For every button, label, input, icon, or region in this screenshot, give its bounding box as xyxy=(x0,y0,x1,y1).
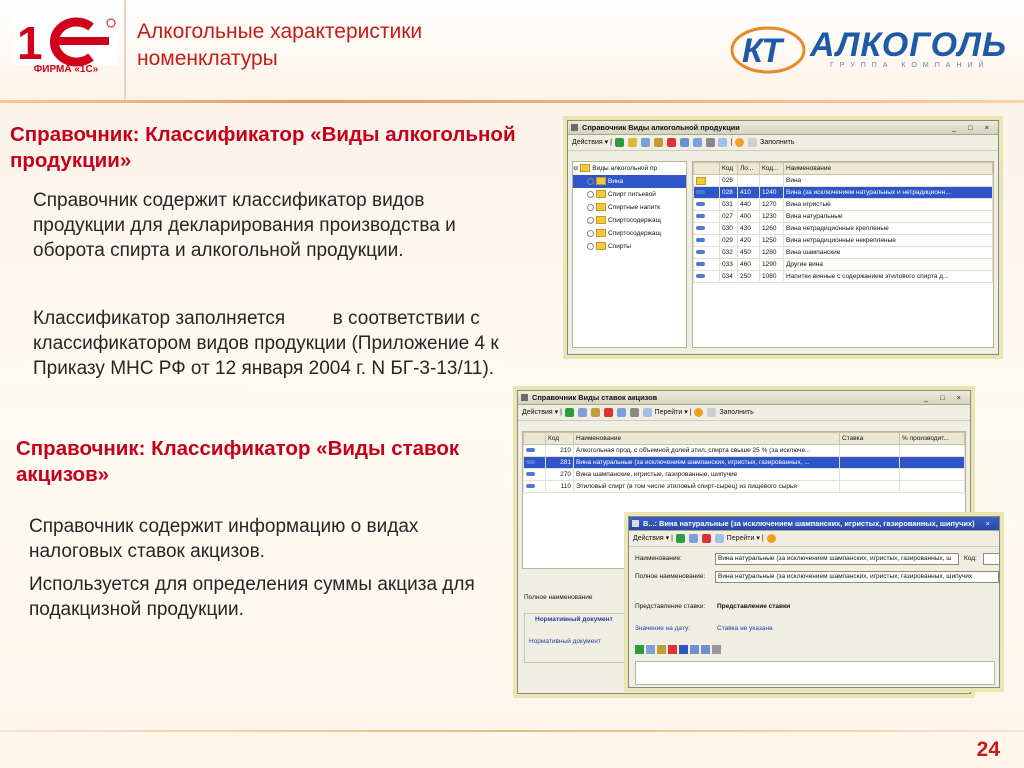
table-row[interactable] xyxy=(694,247,993,259)
cell-name: Вина шампанские, игристые, газированные, шипучие xyxy=(574,469,840,481)
row-marker xyxy=(694,271,720,283)
window-icon xyxy=(571,124,578,131)
row-marker xyxy=(524,469,546,481)
copy-rate-icon[interactable] xyxy=(646,645,655,654)
window-icon xyxy=(521,394,528,401)
section2-heading: Справочник: Классификатор «Виды ставок акцизов» xyxy=(16,437,460,486)
item-icon xyxy=(696,226,705,230)
name-label: Наименование: xyxy=(635,555,682,562)
section2-para1: Справочник содержит информацию о видах налоговых ставок акцизов. xyxy=(29,516,419,562)
cell-code: 027 xyxy=(720,211,738,223)
refresh-icon[interactable] xyxy=(718,138,727,147)
cell-producer xyxy=(900,481,965,493)
col-lo[interactable]: Ло... xyxy=(738,163,760,175)
cell-lo: 250 xyxy=(738,271,760,283)
cell-code: 270 xyxy=(546,469,574,481)
refresh-icon[interactable] xyxy=(643,408,652,417)
svg-text:1: 1 xyxy=(17,17,43,69)
toolbar: Действия ▾ | | Заполнить xyxy=(568,135,998,151)
tree-icon[interactable] xyxy=(680,138,689,147)
cell-rate xyxy=(840,445,900,457)
window-icon xyxy=(632,520,639,527)
cell-name: Алкогольная прод. с объемной долей этил. спирта свыше 25 % (за исключе... xyxy=(574,445,840,457)
rate-label: Представление ставки: xyxy=(635,603,706,610)
col-producer[interactable]: % производит... xyxy=(900,433,965,445)
kt-logo-text: АЛКОГОЛЬ xyxy=(810,26,1008,64)
tree-item[interactable]: Спирт питьевой xyxy=(573,188,686,201)
toolbar: Действия ▾ | Перейти ▾ | Заполнить xyxy=(518,405,970,421)
tree-item[interactable]: Спиртосодержащ xyxy=(573,227,686,240)
section1-para1: Справочник содержит классификатор видов продукции для декларирования производства и оборота спирта и алкогольной продукции. xyxy=(33,190,456,261)
cell-code: 029 xyxy=(720,235,738,247)
norm-doc-group-title: Нормативный документ xyxy=(535,616,613,623)
delete-icon[interactable] xyxy=(604,408,613,417)
code-field[interactable] xyxy=(983,553,1000,565)
cell-name: Вина натуральные (за исключением шампанских, игристых, газированных, ... xyxy=(574,457,840,469)
close-icon[interactable]: × xyxy=(985,519,995,528)
fill-icon[interactable] xyxy=(748,138,757,147)
filter-icon[interactable] xyxy=(630,408,639,417)
item-icon xyxy=(696,190,705,194)
header-divider xyxy=(124,0,126,100)
cell-code2: 1280 xyxy=(760,247,784,259)
header-rule xyxy=(0,100,1024,103)
help-icon[interactable] xyxy=(767,534,776,543)
fill-button[interactable]: Заполнить xyxy=(719,409,754,416)
help-icon[interactable] xyxy=(694,408,703,417)
filter-icon[interactable] xyxy=(706,138,715,147)
row-marker xyxy=(694,211,720,223)
item-icon xyxy=(526,472,535,476)
rate-value: Представление ставки xyxy=(717,603,791,610)
save-icon[interactable] xyxy=(676,534,685,543)
copy-icon[interactable] xyxy=(578,408,587,417)
title-line-1: Алкогольные характеристики xyxy=(137,20,423,43)
delete-icon[interactable] xyxy=(702,534,711,543)
row-marker xyxy=(694,175,720,187)
row-marker xyxy=(694,235,720,247)
cell-name: Вина нетрадиционные некрепленые xyxy=(784,235,993,247)
toolbar: Действия ▾ | Перейти ▾ | xyxy=(629,531,999,547)
cell-name: Этиловый спирт (в том числе этиловый спирт-сырец) из пищевого сырья xyxy=(574,481,840,493)
item-icon xyxy=(696,274,705,278)
full-name-label: Полное наименование xyxy=(524,594,593,601)
row-marker xyxy=(694,259,720,271)
cell-name: Вина xyxy=(784,175,993,187)
tree-item-selected[interactable]: Вина xyxy=(573,175,686,188)
item-icon xyxy=(526,448,535,452)
cell-code2: 1230 xyxy=(760,211,784,223)
table-row[interactable] xyxy=(694,211,993,223)
alcohol-types-table xyxy=(693,162,993,283)
item-icon xyxy=(696,238,705,242)
table-row[interactable] xyxy=(694,175,993,187)
col-code[interactable]: Код xyxy=(546,433,574,445)
cell-code: 281 xyxy=(546,457,574,469)
window-title: Справочник Виды ставок акцизов xyxy=(532,393,658,402)
row-marker xyxy=(524,445,546,457)
goto-menu[interactable]: Перейти ▾ xyxy=(654,409,688,416)
add-icon[interactable] xyxy=(565,408,574,417)
cell-code: 033 xyxy=(720,259,738,271)
window-titlebar xyxy=(518,391,970,405)
cell-producer xyxy=(900,445,965,457)
cell-code2: 1080 xyxy=(760,271,784,283)
cell-name: Вина (за исключением натуральных и нетрадиционн... xyxy=(784,187,993,199)
cell-lo: 420 xyxy=(738,235,760,247)
cell-lo xyxy=(738,175,760,187)
cell-code2: 1250 xyxy=(760,235,784,247)
excise-rates-table xyxy=(523,432,965,493)
add-icon[interactable] xyxy=(615,138,624,147)
window-excise-item xyxy=(628,516,1000,688)
title-line-2: номенклатуры xyxy=(137,47,278,70)
refresh-icon[interactable] xyxy=(715,534,724,543)
name-field[interactable]: Вина натуральные (за исключением шампанских, игристых, газированных, ш xyxy=(715,553,959,565)
cell-code: 034 xyxy=(720,271,738,283)
edit-icon[interactable] xyxy=(591,408,600,417)
date-label[interactable]: Значение на дату: xyxy=(635,625,691,632)
section1-heading: Справочник: Классификатор «Виды алкогольной продукции» xyxy=(10,123,516,172)
cell-rate xyxy=(840,481,900,493)
row-marker xyxy=(694,199,720,211)
up-icon[interactable] xyxy=(690,645,699,654)
table-row[interactable] xyxy=(694,199,993,211)
slide-title xyxy=(137,18,617,72)
actions-menu[interactable]: Действия ▾ xyxy=(572,139,609,146)
edit-icon[interactable] xyxy=(654,138,663,147)
row-marker xyxy=(524,457,546,469)
move-icon[interactable] xyxy=(693,138,702,147)
row-marker xyxy=(694,247,720,259)
delete-icon[interactable] xyxy=(667,138,676,147)
cell-code: 028 xyxy=(720,187,738,199)
window-alcohol-types xyxy=(567,120,999,355)
kt-logo-sub: ГРУППА КОМПАНИЙ xyxy=(830,62,990,69)
item-icon xyxy=(526,460,535,464)
section2-para2: Используется для определения суммы акциза для подакцизной продукции. xyxy=(29,574,475,620)
fullname-field[interactable]: Вина натуральные (за исключением шампанских, игристых, газированных, шипучих xyxy=(715,571,999,583)
col-rate[interactable]: Ставка xyxy=(840,433,900,445)
cell-lo: 440 xyxy=(738,199,760,211)
cell-code: 210 xyxy=(546,445,574,457)
cell-producer xyxy=(900,469,965,481)
cell-code: 030 xyxy=(720,223,738,235)
norm-doc-label: Нормативный документ xyxy=(529,638,601,645)
cell-code: 031 xyxy=(720,199,738,211)
item-icon xyxy=(696,250,705,254)
cell-lo: 430 xyxy=(738,223,760,235)
tree-item[interactable]: Спиртосодержащ xyxy=(573,214,686,227)
row-marker xyxy=(694,187,720,199)
table-row[interactable] xyxy=(694,235,993,247)
col-code[interactable]: Код xyxy=(720,163,738,175)
brand-label: ФИРМА «1С» xyxy=(33,64,99,75)
goto-menu[interactable]: Перейти ▾ xyxy=(726,535,760,542)
cell-code2: 1290 xyxy=(760,259,784,271)
window-title: Справочник Виды алкогольной продукции xyxy=(582,123,740,132)
delete-rate-icon[interactable] xyxy=(668,645,677,654)
fullname-label: Полное наименование: xyxy=(635,573,706,580)
cell-code: 110 xyxy=(546,481,574,493)
cell-name: Вина нетрадиционные крепленые xyxy=(784,223,993,235)
window-titlebar xyxy=(568,121,998,135)
col-marker[interactable] xyxy=(694,163,720,175)
table-row[interactable] xyxy=(524,457,965,469)
cell-rate xyxy=(840,457,900,469)
copy-icon[interactable] xyxy=(689,534,698,543)
fill-button[interactable]: Заполнить xyxy=(760,139,795,146)
cell-rate xyxy=(840,469,900,481)
col-name[interactable]: Наименование xyxy=(784,163,993,175)
help-icon[interactable] xyxy=(735,138,744,147)
cell-producer xyxy=(900,457,965,469)
tree-item[interactable]: Спиртные напитк xyxy=(573,201,686,214)
col-name[interactable]: Наименование xyxy=(574,433,840,445)
window-title: В...: Вина натуральные (за исключением шампанских, игристых, газированных, шипучих) xyxy=(643,519,975,528)
cell-code2: 1270 xyxy=(760,199,784,211)
item-icon xyxy=(696,214,705,218)
item-icon xyxy=(526,484,535,488)
list-panel xyxy=(692,161,994,348)
col-marker[interactable] xyxy=(524,433,546,445)
cell-name: Вина шампанские xyxy=(784,247,993,259)
cell-name: Вина игристые xyxy=(784,199,993,211)
tree-root[interactable]: ⊖ Виды алкогольной пр xyxy=(573,165,658,172)
row-marker xyxy=(694,223,720,235)
item-icon xyxy=(696,202,705,206)
down-icon[interactable] xyxy=(701,645,710,654)
cell-lo: 460 xyxy=(738,259,760,271)
window-controls[interactable]: _ □ × xyxy=(924,393,966,402)
add-folder-icon[interactable] xyxy=(628,138,637,147)
actions-menu[interactable]: Действия ▾ xyxy=(633,535,670,542)
code-label: Код: xyxy=(964,555,977,562)
folder-icon xyxy=(696,177,706,185)
cell-code: 026 xyxy=(720,175,738,187)
item-icon xyxy=(696,262,705,266)
table-row[interactable] xyxy=(524,445,965,457)
cell-lo: 450 xyxy=(738,247,760,259)
add-rate-icon[interactable] xyxy=(635,645,644,654)
actions-menu[interactable]: Действия ▾ xyxy=(522,409,559,416)
window-controls[interactable]: _ □ × xyxy=(952,123,994,132)
table-row[interactable] xyxy=(524,481,965,493)
rates-table xyxy=(635,661,995,685)
cell-name: Другие вина xyxy=(784,259,993,271)
rate-missing-link[interactable]: Ставка не указана xyxy=(717,625,773,632)
kt-alkogol-logo xyxy=(730,22,1020,82)
cell-code2: 1240 xyxy=(760,187,784,199)
cell-name: Напитки винные с содержанием этилового спирта д... xyxy=(784,271,993,283)
copy-icon[interactable] xyxy=(641,138,650,147)
svg-text:КТ: КТ xyxy=(742,32,781,70)
tree-panel xyxy=(572,161,687,348)
section1-para2: Классификатор заполняется в соответствии с классификатором видов продукции (Приложение 4 к Приказу МНС РФ от 12 января 2004 г. N БГ-3-13/11). xyxy=(33,308,504,379)
edit-rate-icon[interactable] xyxy=(657,645,666,654)
footer-rule xyxy=(0,730,1024,732)
cell-code2 xyxy=(760,175,784,187)
cell-lo: 410 xyxy=(738,187,760,199)
page-number: 24 xyxy=(976,738,1000,761)
row-marker xyxy=(524,481,546,493)
cell-lo: 400 xyxy=(738,211,760,223)
cell-code: 032 xyxy=(720,247,738,259)
fill-icon[interactable] xyxy=(707,408,716,417)
table-row[interactable] xyxy=(694,223,993,235)
rate-toolbar xyxy=(635,645,721,657)
move-icon[interactable] xyxy=(617,408,626,417)
table-row[interactable] xyxy=(694,187,993,199)
cell-name: Вина натуральные xyxy=(784,211,993,223)
tree-item[interactable]: Спирты xyxy=(573,240,686,253)
col-code2[interactable]: Код... xyxy=(760,163,784,175)
table-row[interactable] xyxy=(694,259,993,271)
sort-icon[interactable] xyxy=(712,645,721,654)
norm-doc-group xyxy=(524,613,630,663)
window-titlebar xyxy=(629,517,999,531)
table-row[interactable] xyxy=(524,469,965,481)
stop-icon[interactable] xyxy=(679,645,688,654)
cell-code2: 1260 xyxy=(760,223,784,235)
table-row[interactable] xyxy=(694,271,993,283)
